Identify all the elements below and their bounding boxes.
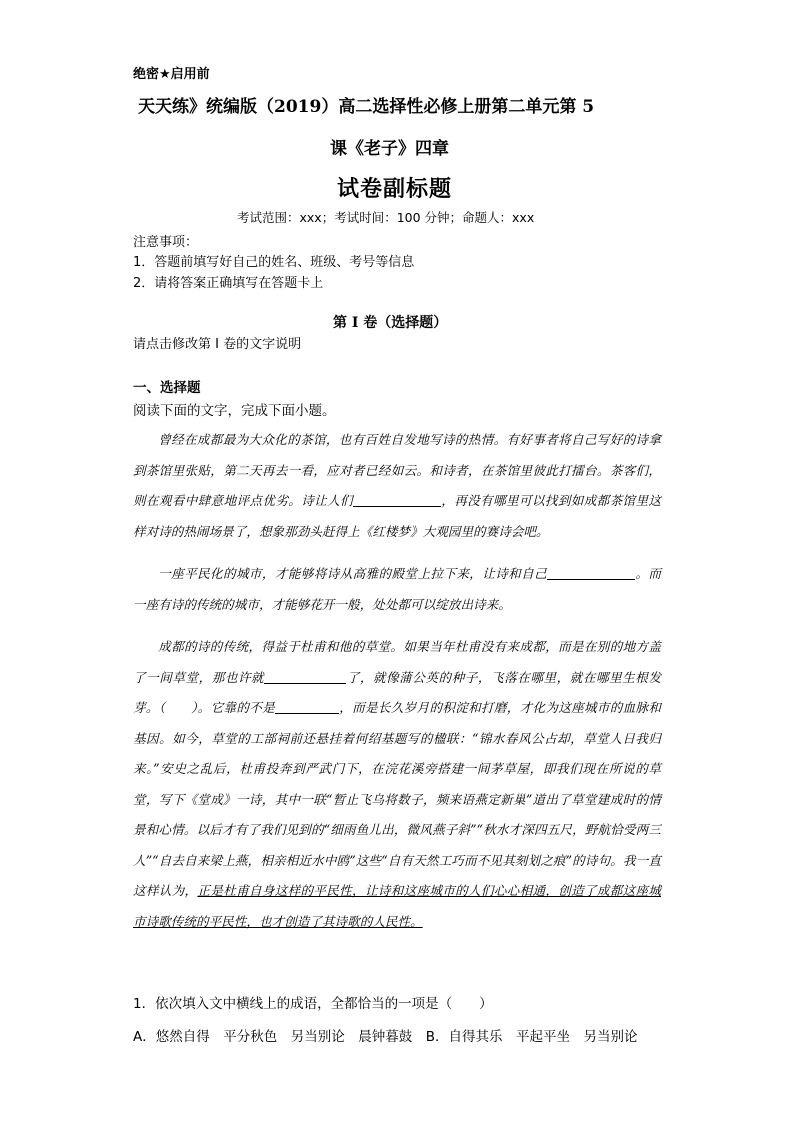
passage-text: 曾经在成都最为大众化的茶馆，也有百姓自发地写诗的热情。有好事者将自己写好的诗拿到茶馆里张贴，第二天再去一看，应对者已经如云。和诗者，在茶馆里彼此打擂台。茶客们，则在观看中肆意地评点优劣。诗让人们 — [133, 432, 661, 508]
passage-text: 。而一座有诗的传统的城市，才能够花开一般，处处都可以绽放出诗来。 — [133, 566, 662, 612]
question-1-stem: 1．依次填入文中横线上的成语，全都恰当的一项是（ ） — [133, 996, 493, 1012]
note-item-2: 2．请将答案正确填写在答题卡上 — [133, 276, 324, 291]
passage-text: ，再没有哪里可以找到如成都茶馆里这样对诗的热闹场景了，想象那劲头赶得上《红楼梦》大观园里的赛诗会吧。 — [133, 493, 662, 539]
passage-text: 一座平民化的城市，才能够将诗从高雅的殿堂上拉下来，让诗和自己 — [158, 566, 548, 581]
volume-title: 第 I 卷（选择题） — [333, 315, 448, 331]
paper-title-line-1: 天天练》统编版（2019）高二选择性必修上册第二单元第 5 — [138, 97, 595, 117]
note-item-1: 1．答题前填写好自己的姓名、班级、考号等信息 — [133, 255, 415, 270]
reading-passage — [133, 425, 661, 937]
paper-title-line-2: 课《老子》四章 — [330, 139, 449, 159]
reading-instruction: 阅读下面的文字，完成下面小题。 — [133, 403, 336, 419]
passage-text: 了，就像蒲公英的种子，飞落在哪里，就在哪里生根发芽。（ ）。它靠的不是 — [133, 669, 662, 715]
passage-text: ，而是长久岁月的积淀和打磨，才化为这座城市的血脉和基因。如今，草堂的工部祠前还悬挂着何绍基题写的楹联：“锦水春风公占却，草堂人日我归来。”安史之乱后，杜甫投奔到严武门下，在浣花溪旁搭建一间茅草屋，即我们现在所说的草堂，写下《堂成》一诗，其中一联“暂止飞乌将数子，频来语燕定新巢”道出了草堂建成时的情景和心情。以后才有了我们见到的“细雨鱼儿出，微风燕子斜”“秋水才深四五尺，野航恰受两三人”“自去自来梁上燕，相亲相近水中鸥”这些“自有天然工巧而不见其刻划之痕”的诗句。我一直这样认为， — [133, 700, 662, 898]
underlined-sentence: 正是杜甫自身这样的平民性，让诗和这座城市的人们心心相通，创造了成都这座城市诗歌传统的平民性，也才创造了其诗歌的人民性。 — [133, 883, 662, 929]
exam-meta-info: 考试范围：xxx；考试时间：100 分钟；命题人：xxx — [237, 210, 535, 225]
paper-subtitle: 试卷副标题 — [337, 176, 453, 202]
fill-blank — [547, 565, 635, 580]
passage-paragraph-3 — [133, 632, 661, 937]
confidential-label: 绝密★启用前 — [133, 67, 210, 82]
fill-blank — [353, 492, 441, 507]
question-1-options: A．悠然自得 平分秋色 另当别论 晨钟暮鼓 B．自得其乐 平起平坐 另当别论 — [133, 1029, 638, 1045]
passage-paragraph-1 — [133, 425, 661, 547]
passage-paragraph-2 — [133, 559, 661, 620]
fill-blank — [264, 669, 346, 684]
section-heading: 一、选择题 — [133, 380, 201, 396]
fill-blank — [275, 699, 339, 714]
notes-heading: 注意事项： — [133, 235, 199, 250]
volume-description[interactable]: 请点击修改第 I 卷的文字说明 — [133, 337, 302, 352]
passage-text: 成都的诗的传统，得益于杜甫和他的草堂。如果当年杜甫没有来成都，而是在别的地方盖了一间草堂，那也许就 — [133, 639, 661, 685]
